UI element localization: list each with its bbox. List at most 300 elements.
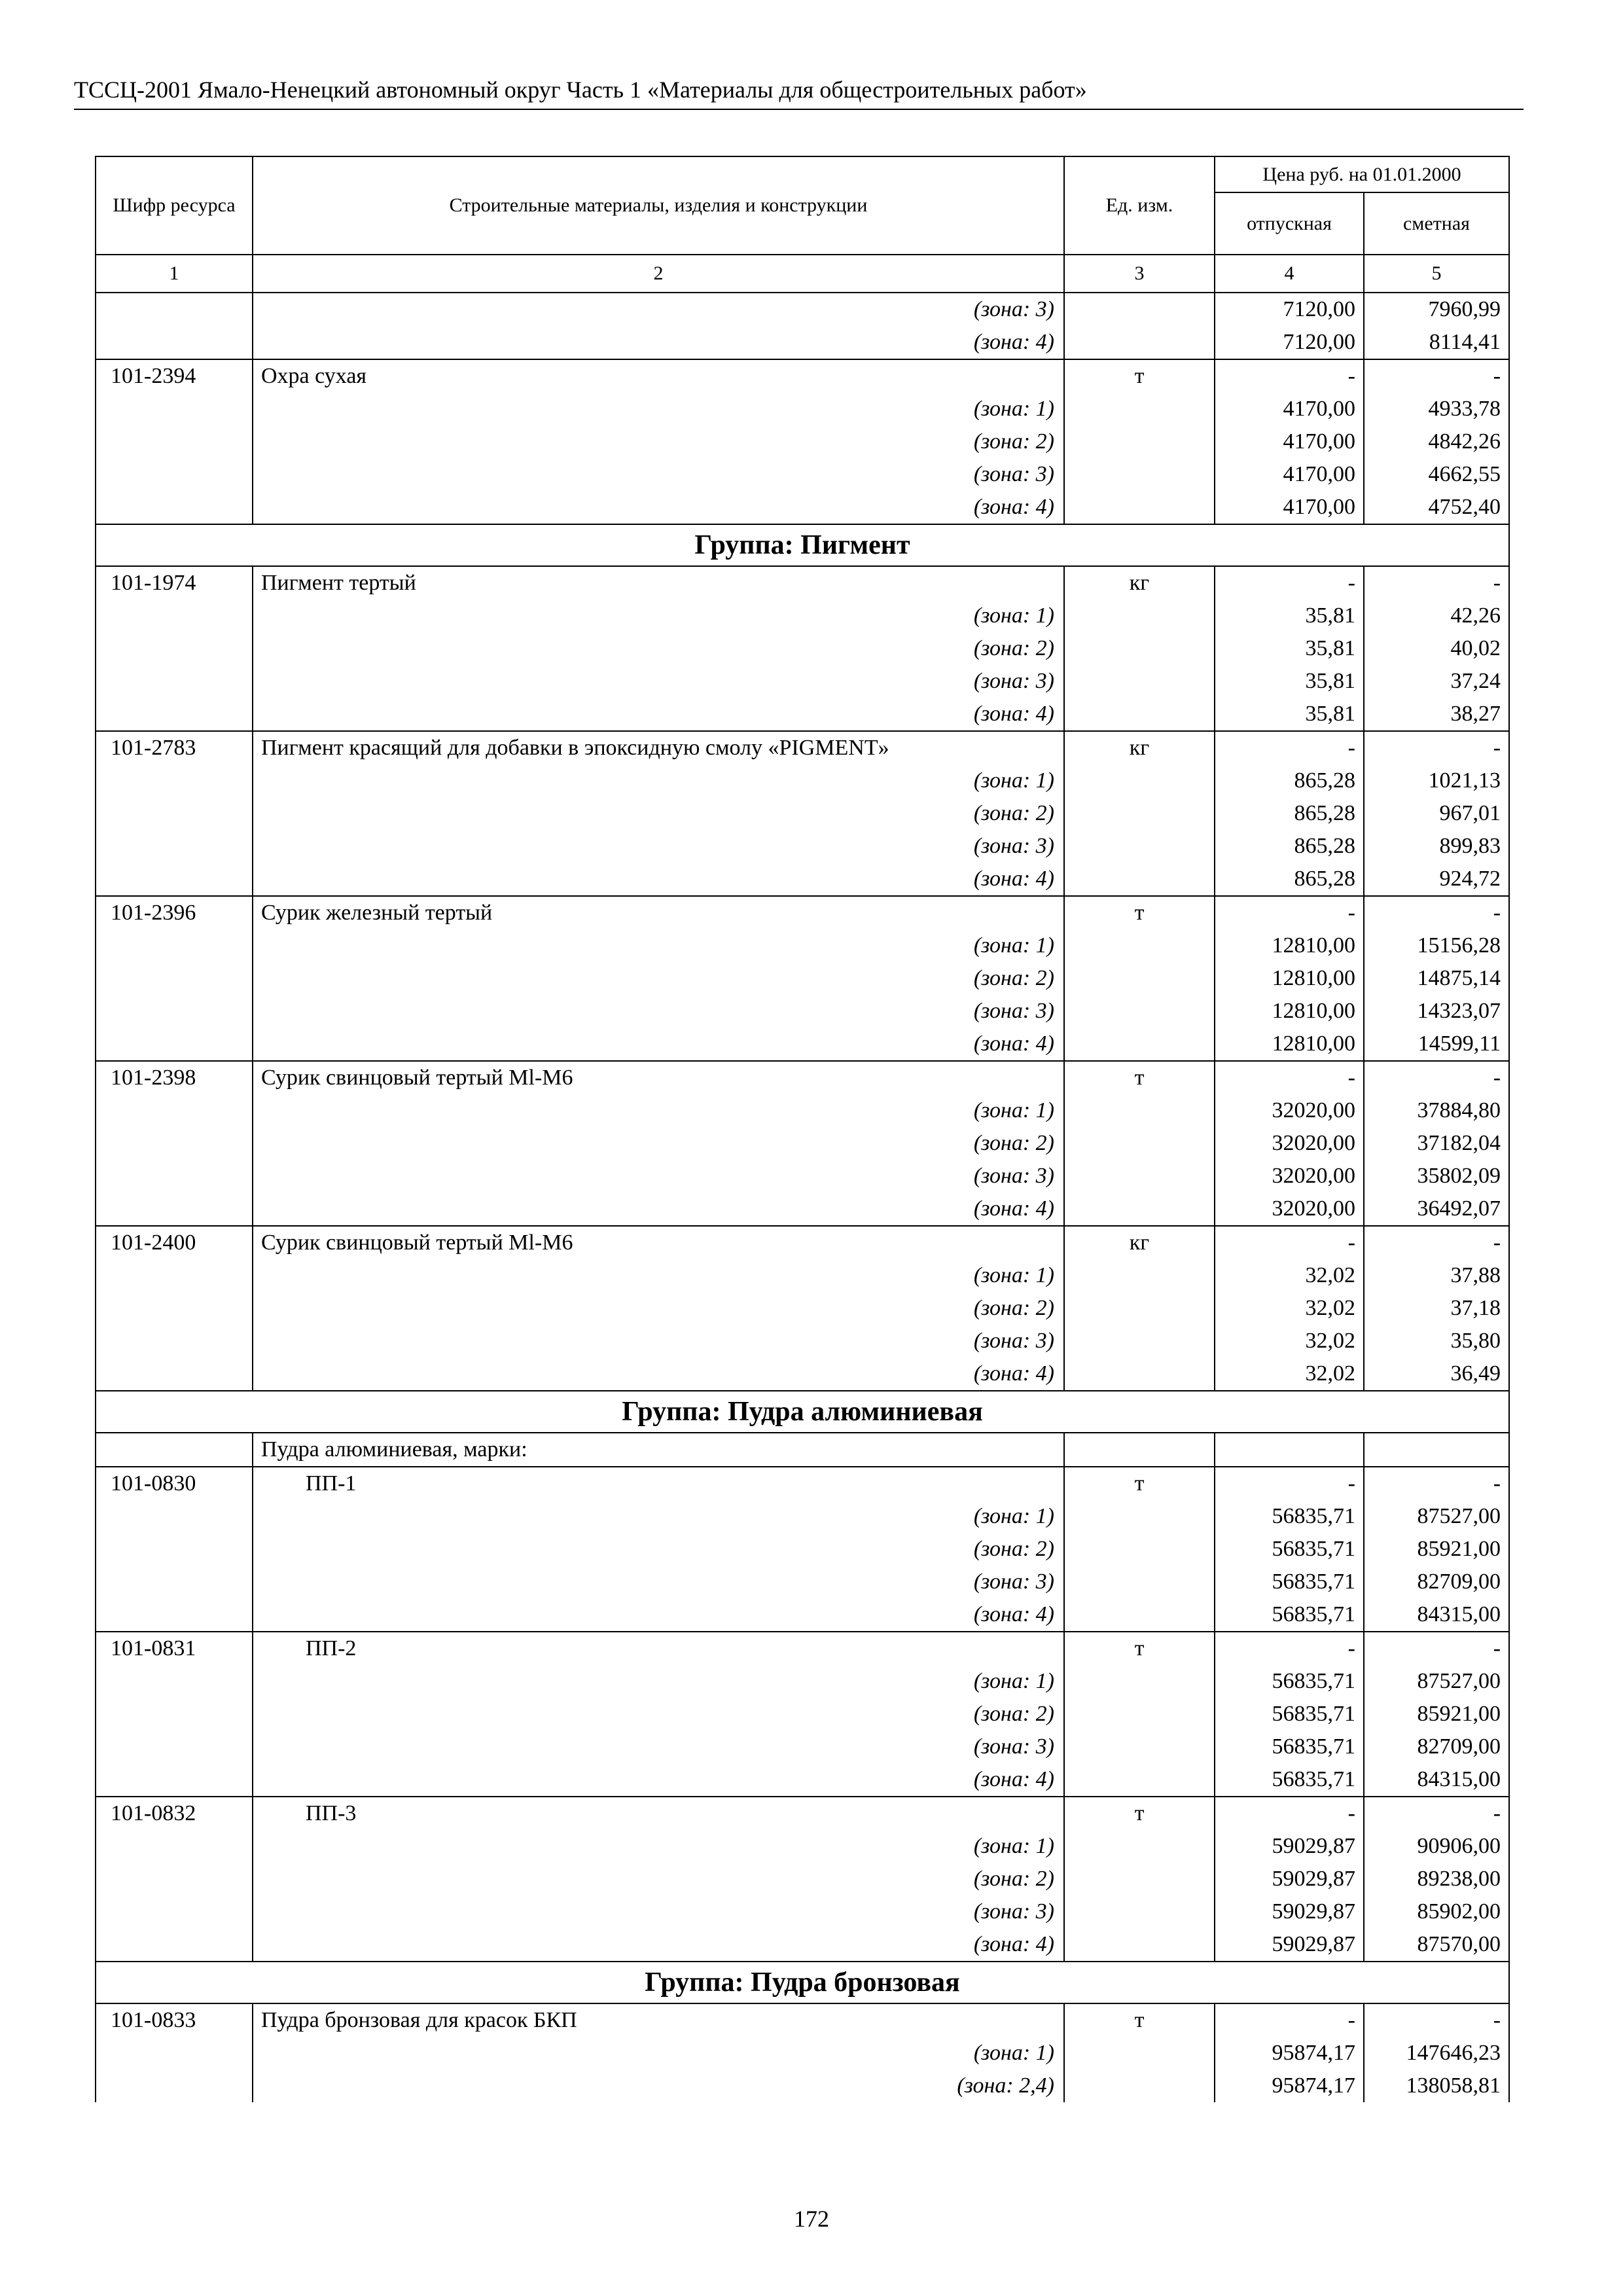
release-price: 59029,87 [1215,1928,1364,1962]
release-price: - [1215,1632,1364,1665]
unit-of-measure: т [1064,359,1215,393]
zone-price-row [96,1665,1509,1698]
unit-of-measure [1064,1598,1215,1632]
estimate-price: - [1364,1632,1509,1665]
unit-of-measure [1064,1698,1215,1731]
unit-of-measure [1064,632,1215,665]
unit-of-measure: кг [1064,1226,1215,1259]
release-price: - [1215,1226,1364,1259]
release-price: 12810,00 [1215,995,1364,1028]
col-number-5: 5 [1364,255,1509,293]
estimate-price: 14599,11 [1364,1028,1509,1061]
unit-of-measure [1064,1357,1215,1391]
resource-row [96,359,1509,393]
zone-price-row [96,1731,1509,1763]
zone-price-row [96,1259,1509,1292]
unit-of-measure [1064,1433,1215,1467]
release-price: 865,28 [1215,797,1364,830]
resource-code [96,1094,253,1127]
estimate-price: 924,72 [1364,863,1509,896]
estimate-price: 37182,04 [1364,1127,1509,1160]
unit-of-measure [1064,1533,1215,1566]
estimate-price: - [1364,566,1509,600]
release-price: 4170,00 [1215,425,1364,458]
resource-code [96,1895,253,1928]
release-price: 7120,00 [1215,326,1364,359]
resource-code [96,1028,253,1061]
unit-of-measure: т [1064,2003,1215,2037]
unit-of-measure [1064,1763,1215,1797]
resource-code [96,1698,253,1731]
zone-label: (зона: 3) [253,1895,1064,1928]
release-price: 32020,00 [1215,1160,1364,1193]
zone-price-row [96,1533,1509,1566]
zone-price-row [96,2037,1509,2070]
zone-label: (зона: 4) [253,326,1064,359]
resource-code [96,797,253,830]
estimate-price: 40,02 [1364,632,1509,665]
zone-price-row [96,962,1509,995]
zone-label: (зона: 1) [253,2037,1064,2070]
resource-code [96,995,253,1028]
resource-code [96,1598,253,1632]
zone-label: (зона: 3) [253,995,1064,1028]
release-price: 56835,71 [1215,1500,1364,1533]
release-price: 12810,00 [1215,1028,1364,1061]
estimate-price [1364,1433,1509,1467]
unit-of-measure [1064,1566,1215,1598]
zone-price-row [96,698,1509,731]
release-price: 95874,17 [1215,2037,1364,2070]
zone-price-row [96,491,1509,524]
resource-code [96,863,253,896]
release-price: - [1215,566,1364,600]
resource-code: 101-1974 [96,566,253,600]
col-header-name: Строительные материалы, изделия и конструкции [253,156,1064,255]
group-heading-row [96,1962,1509,2003]
unit-of-measure: т [1064,1797,1215,1830]
group-heading-row [96,1391,1509,1433]
zone-label: (зона: 1) [253,1094,1064,1127]
col-number-3: 3 [1064,255,1215,293]
estimate-price: 84315,00 [1364,1763,1509,1797]
estimate-price: 36,49 [1364,1357,1509,1391]
zone-label: (зона: 3) [253,1566,1064,1598]
unit-of-measure [1064,1127,1215,1160]
resource-code [96,425,253,458]
estimate-price: 90906,00 [1364,1830,1509,1863]
release-price: 56835,71 [1215,1566,1364,1598]
unit-of-measure [1064,1500,1215,1533]
resource-code [96,1357,253,1391]
resource-code [96,929,253,962]
unit-of-measure [1064,929,1215,962]
resource-code [96,698,253,731]
release-price: 4170,00 [1215,458,1364,491]
zone-label: (зона: 1) [253,600,1064,632]
release-price: 56835,71 [1215,1665,1364,1698]
zone-label: (зона: 2) [253,797,1064,830]
resource-code: 101-2398 [96,1061,253,1094]
resource-row [96,1226,1509,1259]
release-price: 35,81 [1215,600,1364,632]
resource-code: 101-2400 [96,1226,253,1259]
zone-label: (зона: 2) [253,962,1064,995]
resource-code [96,830,253,863]
unit-of-measure [1064,1028,1215,1061]
zone-label: (зона: 4) [253,1357,1064,1391]
estimate-price: 82709,00 [1364,1566,1509,1598]
unit-of-measure: кг [1064,731,1215,764]
zone-label: (зона: 1) [253,929,1064,962]
zone-price-row [96,665,1509,698]
resource-row [96,1797,1509,1830]
col-header-price-group: Цена руб. на 01.01.2000 [1215,156,1509,192]
unit-of-measure [1064,1193,1215,1226]
zone-price-row [96,929,1509,962]
col-header-unit: Ед. изм. [1064,156,1215,255]
zone-price-row [96,1566,1509,1598]
release-price: 32,02 [1215,1357,1364,1391]
zone-label: (зона: 3) [253,1325,1064,1357]
group-heading: Группа: Пудра бронзовая [96,1962,1509,2003]
group-heading-row [96,524,1509,566]
resource-code: 101-0833 [96,2003,253,2037]
zone-label: (зона: 3) [253,1160,1064,1193]
estimate-price: 14875,14 [1364,962,1509,995]
unit-of-measure [1064,665,1215,698]
resource-code [96,1533,253,1566]
unit-of-measure [1064,1292,1215,1325]
unit-of-measure [1064,293,1215,326]
release-price: 865,28 [1215,764,1364,797]
unit-of-measure [1064,491,1215,524]
zone-price-row [96,1357,1509,1391]
resource-row [96,896,1509,929]
group-heading: Группа: Пигмент [96,524,1509,566]
release-price: 865,28 [1215,830,1364,863]
estimate-price: 7960,99 [1364,293,1509,326]
release-price: - [1215,731,1364,764]
release-price: - [1215,1797,1364,1830]
zone-price-row [96,1698,1509,1731]
zone-label: (зона: 2) [253,1863,1064,1895]
estimate-price: 37,18 [1364,1292,1509,1325]
resource-code [96,326,253,359]
estimate-price: 15156,28 [1364,929,1509,962]
resource-code [96,2070,253,2102]
zone-price-row [96,1160,1509,1193]
unit-of-measure [1064,1895,1215,1928]
zone-label: (зона: 4) [253,698,1064,731]
resource-code [96,1259,253,1292]
release-price: - [1215,359,1364,393]
zone-label: (зона: 4) [253,1928,1064,1962]
release-price: - [1215,2003,1364,2037]
resource-code [96,962,253,995]
release-price: 35,81 [1215,698,1364,731]
zone-label: (зона: 1) [253,393,1064,425]
zone-label: (зона: 2) [253,632,1064,665]
unit-of-measure [1064,1325,1215,1357]
release-price: - [1215,896,1364,929]
zone-price-row [96,1928,1509,1962]
release-price: 56835,71 [1215,1698,1364,1731]
zone-label: (зона: 4) [253,1763,1064,1797]
zone-price-row [96,1094,1509,1127]
resource-name: ПП-2 [253,1632,1064,1665]
release-price: 12810,00 [1215,929,1364,962]
release-price: 56835,71 [1215,1763,1364,1797]
release-price: 56835,71 [1215,1731,1364,1763]
resource-row [96,731,1509,764]
subheading-row [96,1433,1509,1467]
unit-of-measure [1064,1863,1215,1895]
zone-price-row [96,425,1509,458]
zone-label: (зона: 2) [253,1698,1064,1731]
release-price: 12810,00 [1215,962,1364,995]
estimate-price: 967,01 [1364,797,1509,830]
unit-of-measure [1064,1259,1215,1292]
unit-of-measure [1064,425,1215,458]
estimate-price: 4933,78 [1364,393,1509,425]
zone-label: (зона: 1) [253,1665,1064,1698]
resource-code [96,764,253,797]
zone-label: (зона: 1) [253,1500,1064,1533]
zone-price-row [96,1193,1509,1226]
zone-price-row [96,326,1509,359]
zone-price-row [96,1895,1509,1928]
unit-of-measure [1064,863,1215,896]
zone-price-row [96,1292,1509,1325]
estimate-price: 8114,41 [1364,326,1509,359]
resource-code [96,1863,253,1895]
release-price: 59029,87 [1215,1895,1364,1928]
estimate-price: 82709,00 [1364,1731,1509,1763]
unit-of-measure [1064,2070,1215,2102]
zone-price-row [96,764,1509,797]
release-price: 32,02 [1215,1259,1364,1292]
zone-label: (зона: 4) [253,863,1064,896]
release-price: 35,81 [1215,632,1364,665]
zone-label: (зона: 2) [253,1127,1064,1160]
resource-code [96,1193,253,1226]
resource-code [96,458,253,491]
zone-price-row [96,393,1509,425]
resource-name: Сурик железный тертый [253,896,1064,929]
col-number-1: 1 [96,255,253,293]
resource-code [96,293,253,326]
resource-code: 101-2396 [96,896,253,929]
estimate-price: 37,88 [1364,1259,1509,1292]
unit-of-measure [1064,1830,1215,1863]
resource-code [96,1325,253,1357]
zone-label: (зона: 1) [253,764,1064,797]
zone-label: (зона: 2,4) [253,2070,1064,2102]
resource-code [96,1500,253,1533]
resource-code [96,665,253,698]
release-price: 7120,00 [1215,293,1364,326]
resource-code [96,393,253,425]
zone-price-row [96,458,1509,491]
resource-name: Пигмент тертый [253,566,1064,600]
resource-code [96,600,253,632]
unit-of-measure [1064,962,1215,995]
release-price: 32,02 [1215,1292,1364,1325]
release-price: 32,02 [1215,1325,1364,1357]
release-price: 32020,00 [1215,1193,1364,1226]
page-header-title: ТССЦ-2001 Ямало-Ненецкий автономный округ Часть 1 «Материалы для общестроительных работ» [74,73,1524,110]
zone-label: (зона: 1) [253,1259,1064,1292]
resource-code [96,632,253,665]
estimate-price: 147646,23 [1364,2037,1509,2070]
resource-code [96,1160,253,1193]
estimate-price: 38,27 [1364,698,1509,731]
resource-name: Пигмент красящий для добавки в эпоксидную смолу «PIGMENT» [253,731,1064,764]
release-price: 865,28 [1215,863,1364,896]
group-heading: Группа: Пудра алюминиевая [96,1391,1509,1433]
resource-code: 101-2394 [96,359,253,393]
resource-code [96,1928,253,1962]
unit-of-measure [1064,698,1215,731]
resource-row [96,1467,1509,1500]
zone-label: (зона: 2) [253,1533,1064,1566]
release-price: 32020,00 [1215,1127,1364,1160]
resource-name: Сурик свинцовый тертый Ml-М6 [253,1061,1064,1094]
zone-label: (зона: 2) [253,1292,1064,1325]
unit-of-measure: т [1064,1632,1215,1665]
estimate-price: 4662,55 [1364,458,1509,491]
unit-of-measure: т [1064,1061,1215,1094]
zone-price-row [96,1500,1509,1533]
zone-price-row [96,1863,1509,1895]
release-price: 56835,71 [1215,1598,1364,1632]
zone-label: (зона: 4) [253,1598,1064,1632]
zone-label: (зона: 1) [253,1830,1064,1863]
estimate-price: 87527,00 [1364,1665,1509,1698]
resource-row [96,1632,1509,1665]
estimate-price: 35,80 [1364,1325,1509,1357]
release-price: 4170,00 [1215,393,1364,425]
unit-of-measure [1064,995,1215,1028]
zone-price-row [96,600,1509,632]
estimate-price: 1021,13 [1364,764,1509,797]
release-price: 59029,87 [1215,1830,1364,1863]
zone-label: (зона: 3) [253,1731,1064,1763]
estimate-price: 87570,00 [1364,1928,1509,1962]
resource-code: 101-0831 [96,1632,253,1665]
zone-price-row [96,1028,1509,1061]
zone-price-row [96,293,1509,326]
release-price: 32020,00 [1215,1094,1364,1127]
release-price: 35,81 [1215,665,1364,698]
zone-label: (зона: 3) [253,458,1064,491]
resource-row [96,2003,1509,2037]
estimate-price: 37,24 [1364,665,1509,698]
estimate-price: - [1364,1797,1509,1830]
resource-code: 101-0832 [96,1797,253,1830]
zone-label: (зона: 3) [253,830,1064,863]
resource-name: Сурик свинцовый тертый Ml-М6 [253,1226,1064,1259]
resource-name: ПП-1 [253,1467,1064,1500]
col-header-release-price: отпускная [1215,192,1364,255]
page-number: 172 [794,2206,829,2232]
estimate-price: 89238,00 [1364,1863,1509,1895]
resource-row [96,1061,1509,1094]
zone-label: (зона: 3) [253,293,1064,326]
unit-of-measure [1064,764,1215,797]
unit-of-measure [1064,1160,1215,1193]
zone-price-row [96,1127,1509,1160]
unit-of-measure [1064,458,1215,491]
zone-price-row [96,995,1509,1028]
estimate-price: 85902,00 [1364,1895,1509,1928]
estimate-price: 36492,07 [1364,1193,1509,1226]
zone-price-row [96,797,1509,830]
resource-name: Пудра алюминиевая, марки: [253,1433,1064,1467]
zone-price-row [96,1830,1509,1863]
resource-code: 101-2783 [96,731,253,764]
resource-code [96,491,253,524]
col-header-code: Шифр ресурса [96,156,253,255]
resource-code [96,1292,253,1325]
unit-of-measure: т [1064,1467,1215,1500]
estimate-price: 4842,26 [1364,425,1509,458]
resource-code [96,1665,253,1698]
resource-code [96,1127,253,1160]
resource-code [96,2037,253,2070]
resource-code [96,1763,253,1797]
estimate-price: - [1364,896,1509,929]
zone-label: (зона: 2) [253,425,1064,458]
resource-code [96,1566,253,1598]
estimate-price: 84315,00 [1364,1598,1509,1632]
zone-price-row [96,1598,1509,1632]
col-number-4: 4 [1215,255,1364,293]
release-price: 4170,00 [1215,491,1364,524]
resource-code [96,1433,253,1467]
zone-price-row [96,2070,1509,2102]
estimate-price: - [1364,1061,1509,1094]
table-header [96,156,1509,293]
resource-code: 101-0830 [96,1467,253,1500]
release-price: - [1215,1467,1364,1500]
zone-label: (зона: 4) [253,1193,1064,1226]
estimate-price: 85921,00 [1364,1698,1509,1731]
zone-price-row [96,1763,1509,1797]
resource-code [96,1830,253,1863]
col-header-estimate-price: сметная [1364,192,1509,255]
resource-name: ПП-3 [253,1797,1064,1830]
zone-price-row [96,1325,1509,1357]
release-price [1215,1433,1364,1467]
zone-label: (зона: 4) [253,1028,1064,1061]
release-price: 95874,17 [1215,2070,1364,2102]
estimate-price: 42,26 [1364,600,1509,632]
estimate-price: 899,83 [1364,830,1509,863]
resource-code [96,1731,253,1763]
unit-of-measure [1064,797,1215,830]
col-number-2: 2 [253,255,1064,293]
zone-label: (зона: 4) [253,491,1064,524]
estimate-price: 85921,00 [1364,1533,1509,1566]
release-price: 56835,71 [1215,1533,1364,1566]
zone-price-row [96,830,1509,863]
estimate-price: 138058,81 [1364,2070,1509,2102]
resource-name: Охра сухая [253,359,1064,393]
estimate-price: 37884,80 [1364,1094,1509,1127]
unit-of-measure [1064,830,1215,863]
